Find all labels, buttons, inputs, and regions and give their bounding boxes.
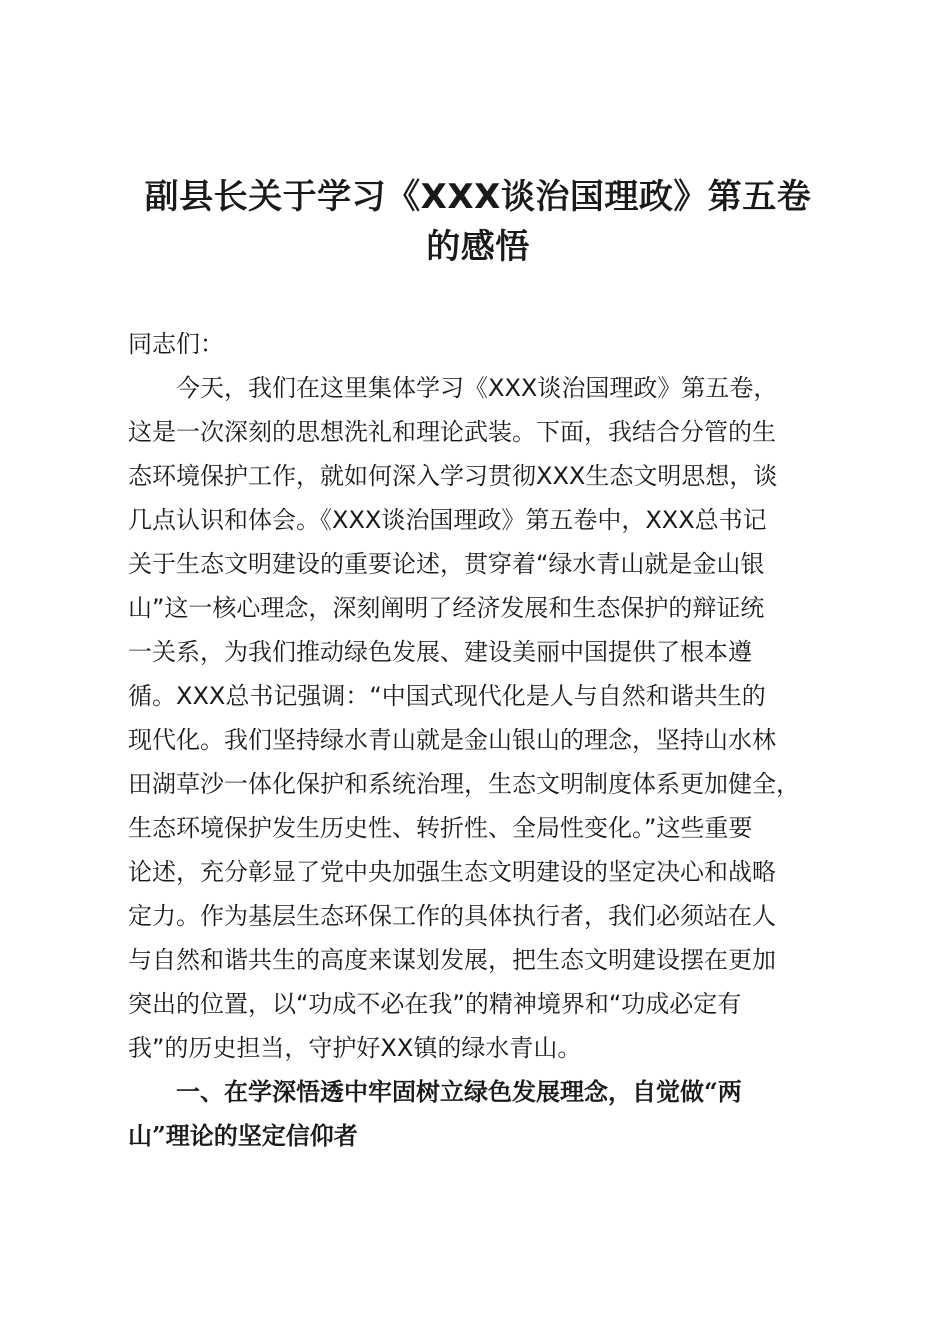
document-title bbox=[128, 172, 828, 272]
section-heading-line: 一、在学深悟透中牢固树立绿色发展理念，自觉做“两 bbox=[176, 1077, 742, 1106]
intro-paragraph bbox=[128, 366, 840, 1070]
document-body bbox=[128, 322, 840, 1158]
paragraph-line: 田湖草沙一体化保护和系统治理，生态文明制度体系更加健全， bbox=[128, 770, 800, 798]
paragraph-line: 现代化。我们坚持绿水青山就是金山银山的理念，坚持山水林 bbox=[128, 726, 776, 754]
paragraph-line: 今天，我们在这里集体学习《XXX谈治国理政》第五卷， bbox=[176, 374, 778, 402]
paragraph-line: 生态环境保护发生历史性、转折性、全局性变化。”这些重要 bbox=[128, 814, 753, 842]
paragraph-line: 几点认识和体会。《XXX谈治国理政》第五卷中，XXX总书记 bbox=[128, 506, 767, 534]
paragraph-line: 山”这一核心理念，深刻阐明了经济发展和生态保护的辩证统 bbox=[128, 594, 765, 622]
paragraph-line: 定力。作为基层生态环保工作的具体执行者，我们必须站在人 bbox=[128, 902, 776, 930]
paragraph-line: 与自然和谐共生的高度来谋划发展，把生态文明建设摆在更加 bbox=[128, 946, 776, 974]
salutation: 同志们： bbox=[128, 330, 224, 358]
paragraph-line: 循。XXX总书记强调：“中国式现代化是人与自然和谐共生的 bbox=[128, 682, 766, 710]
section-heading bbox=[128, 1070, 840, 1158]
paragraph-line: 突出的位置，以“功成不必在我”的精神境界和“功成必定有 bbox=[128, 990, 742, 1018]
section-heading-line: 山”理论的坚定信仰者 bbox=[128, 1121, 358, 1150]
paragraph-line: 这是一次深刻的思想洗礼和理论武装。下面，我结合分管的生 bbox=[128, 418, 776, 446]
paragraph-line: 态环境保护工作，就如何深入学习贯彻XXX生态文明思想，谈 bbox=[128, 462, 778, 490]
paragraph-line: 一关系，为我们推动绿色发展、建设美丽中国提供了根本遵 bbox=[128, 638, 752, 666]
title-line-1: 副县长关于学习《XXX谈治国理政》第五卷 bbox=[144, 177, 812, 217]
paragraph-line: 关于生态文明建设的重要论述，贯穿着“绿水青山就是金山银 bbox=[128, 550, 765, 578]
paragraph-line: 论述，充分彰显了党中央加强生态文明建设的坚定决心和战略 bbox=[128, 858, 776, 886]
title-line-2: 的感悟 bbox=[426, 227, 530, 267]
paragraph-line: 我”的历史担当，守护好XX镇的绿水青山。 bbox=[128, 1034, 582, 1062]
